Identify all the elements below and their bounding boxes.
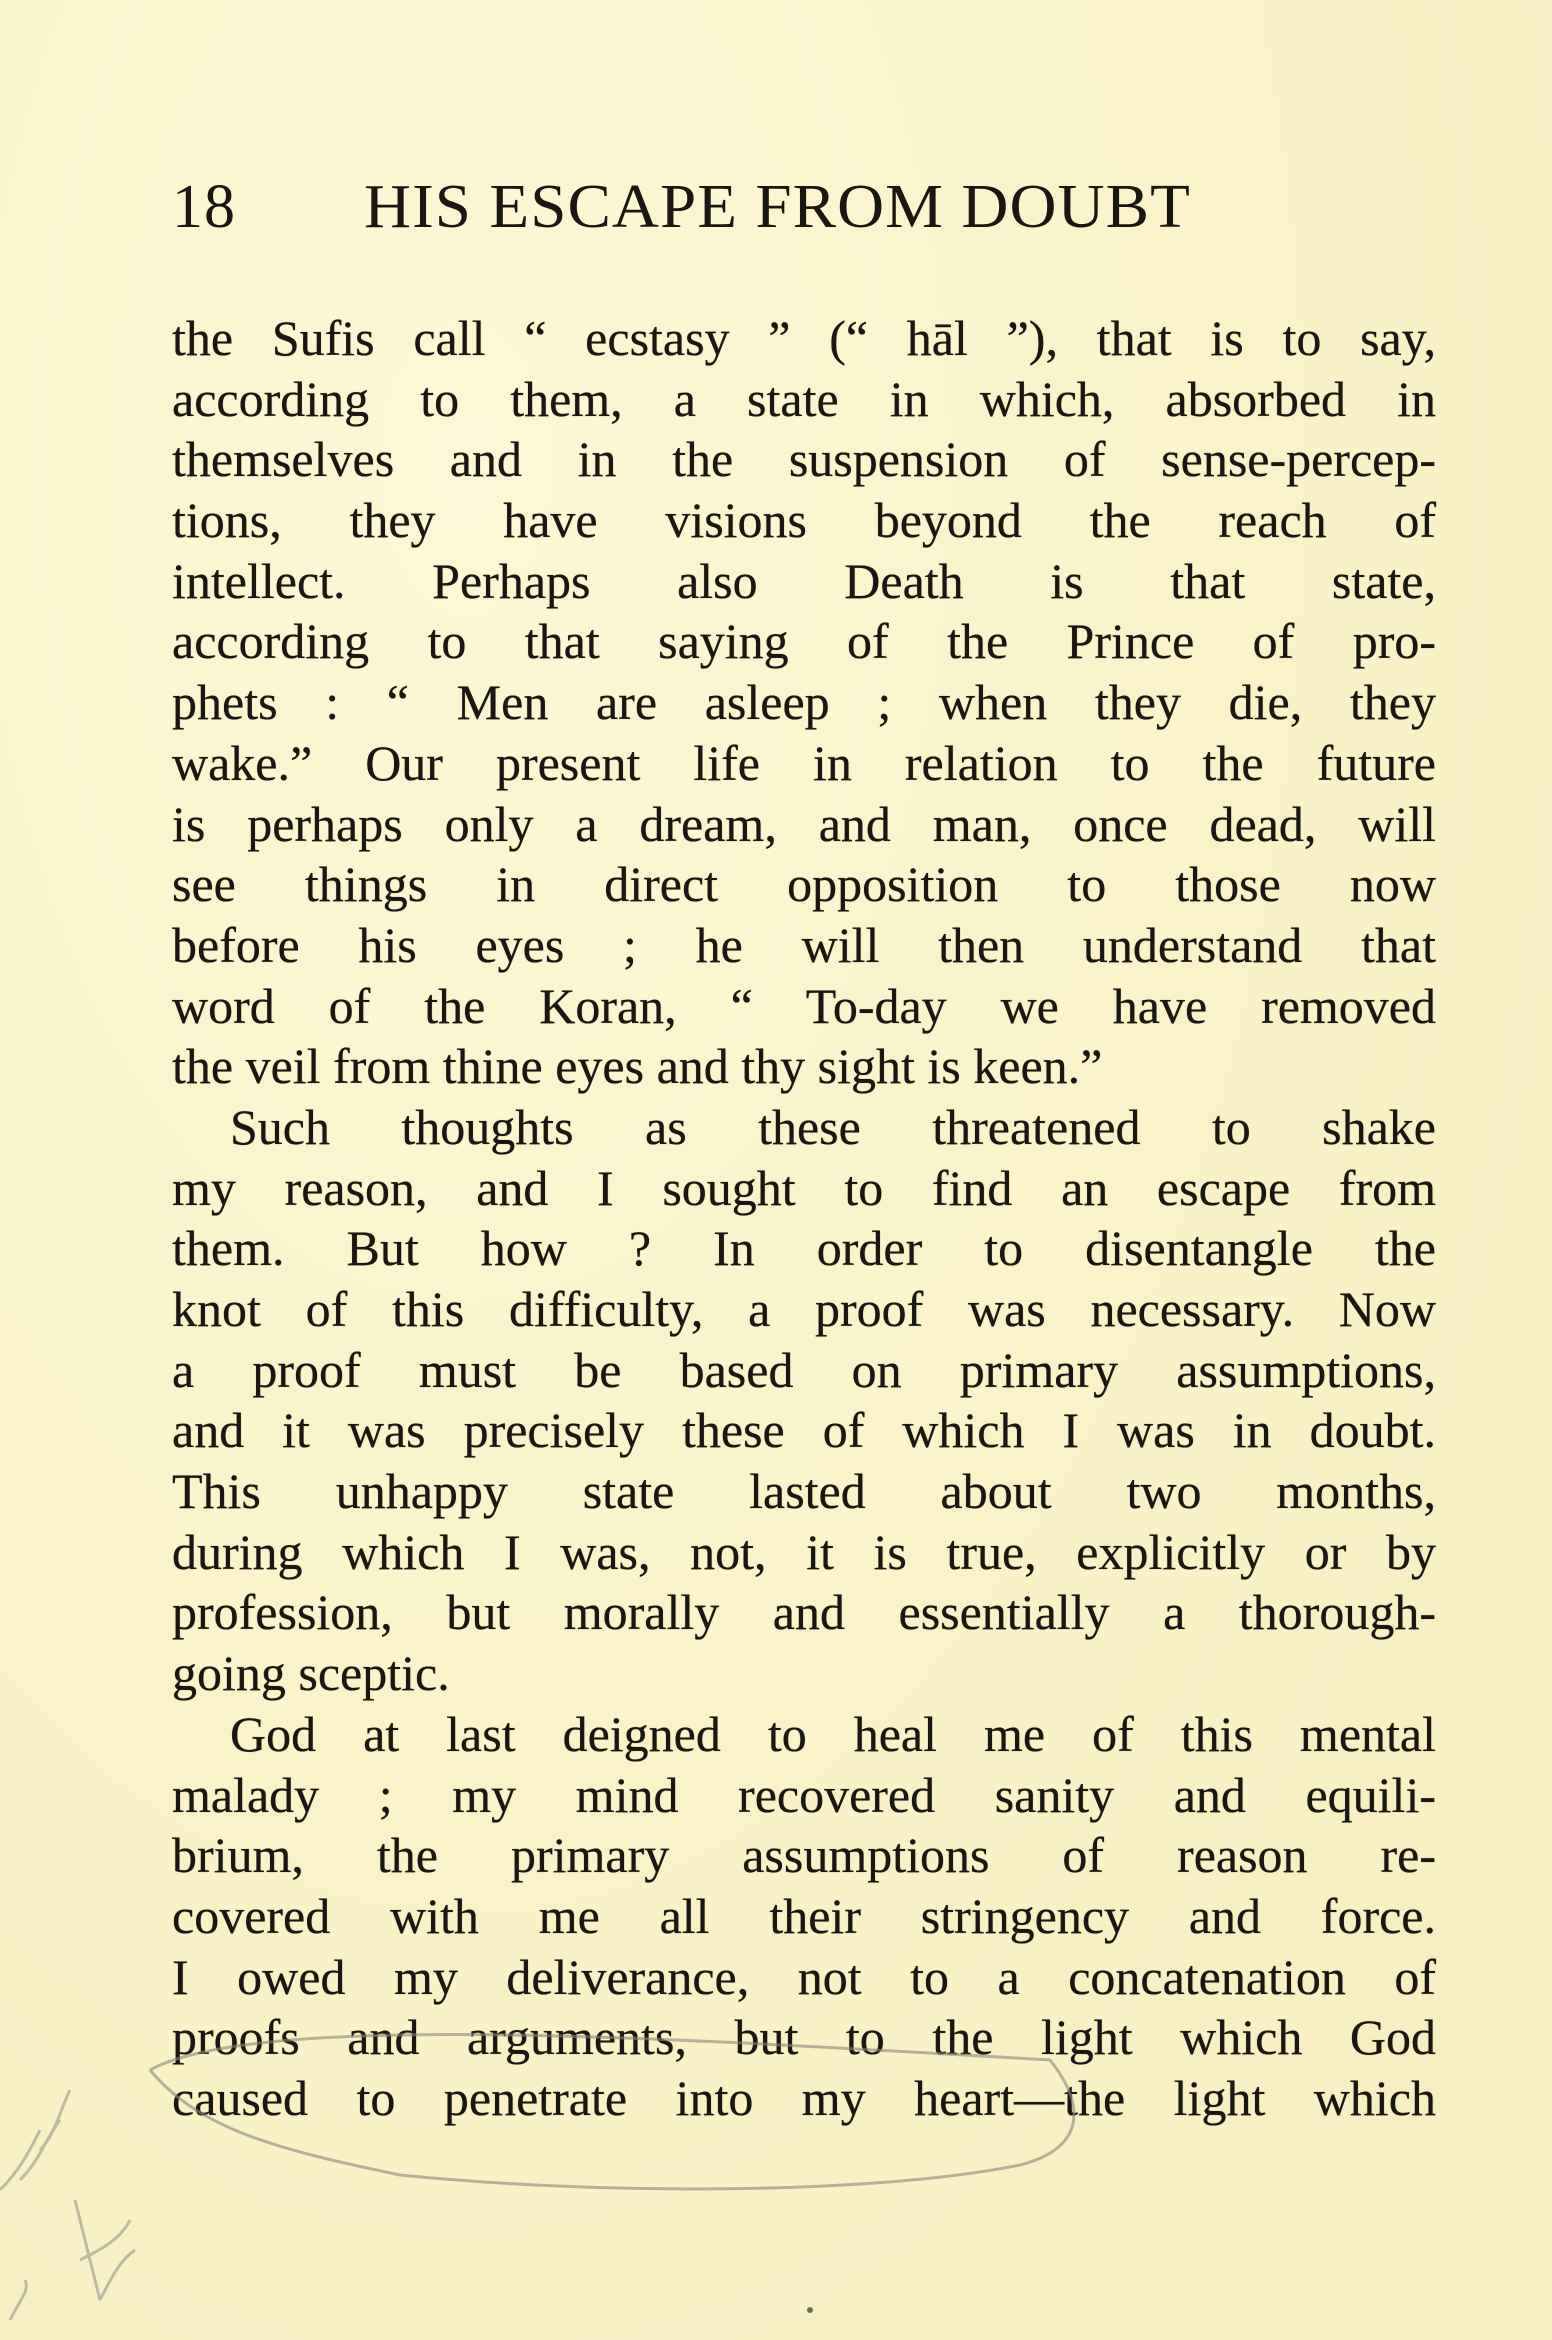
text-line: profession, but morally and essentially a thorough-: [172, 1584, 1436, 1641]
page-number: 18: [172, 173, 236, 241]
text-line: phets : “ Men are asleep ; when they die, they: [172, 674, 1436, 731]
text-line: and it was precisely these of which I was in doubt.: [172, 1402, 1436, 1459]
ink-speck: [807, 2307, 813, 2313]
running-header: [172, 172, 1272, 252]
text-line: malady ; my mind recovered sanity and equili-: [172, 1766, 1436, 1823]
text-line: covered with me all their stringency and force.: [172, 1887, 1436, 1944]
text-line: them. But how ? In order to disentangle the: [172, 1220, 1436, 1277]
text-line: word of the Koran, “ To-day we have removed: [172, 977, 1436, 1034]
text-line: the veil from thine eyes and thy sight is keen.”: [172, 1038, 1103, 1095]
text-line: God at last deigned to heal me of this mental: [230, 1705, 1436, 1762]
handwritten-margin-note: [0, 2090, 70, 2190]
text-line: see things in direct opposition to those now: [172, 856, 1436, 913]
text-line: proofs and arguments, but to the light which God: [172, 2009, 1436, 2066]
text-line: caused to penetrate into my heart—the light which: [172, 2069, 1436, 2126]
text-line: brium, the primary assumptions of reason re-: [172, 1827, 1436, 1884]
text-line: tions, they have visions beyond the reach of: [172, 492, 1436, 549]
text-line: according to them, a state in which, absorbed in: [172, 370, 1436, 427]
text-line: before his eyes ; he will then understand that: [172, 916, 1436, 973]
running-title: HIS ESCAPE FROM DOUBT: [364, 173, 1191, 241]
text-line: according to that saying of the Prince of pro-: [172, 613, 1436, 670]
text-line: This unhappy state lasted about two months,: [172, 1463, 1436, 1520]
text-line: knot of this difficulty, a proof was necessary. Now: [172, 1281, 1436, 1337]
handwritten-margin-note: [10, 2200, 135, 2320]
text-line: intellect. Perhaps also Death is that state,: [172, 552, 1436, 609]
text-line: I owed my deliverance, not to a concatenation of: [172, 1948, 1436, 2005]
text-line: Such thoughts as these threatened to shake: [230, 1098, 1436, 1155]
text-line: during which I was, not, it is true, explicitly or by: [172, 1523, 1436, 1580]
body-text: [172, 308, 1436, 2129]
text-line: themselves and in the suspension of sense-percep-: [172, 431, 1436, 488]
text-line: wake.” Our present life in relation to the future: [172, 734, 1436, 791]
text-line: going sceptic.: [172, 1645, 450, 1702]
text-line: a proof must be based on primary assumptions,: [172, 1341, 1436, 1398]
text-line: my reason, and I sought to find an escape from: [172, 1159, 1436, 1216]
text-line: is perhaps only a dream, and man, once dead, will: [172, 795, 1436, 852]
text-line: the Sufis call “ ecstasy ” (“ hāl ”), that is to say,: [172, 310, 1436, 366]
